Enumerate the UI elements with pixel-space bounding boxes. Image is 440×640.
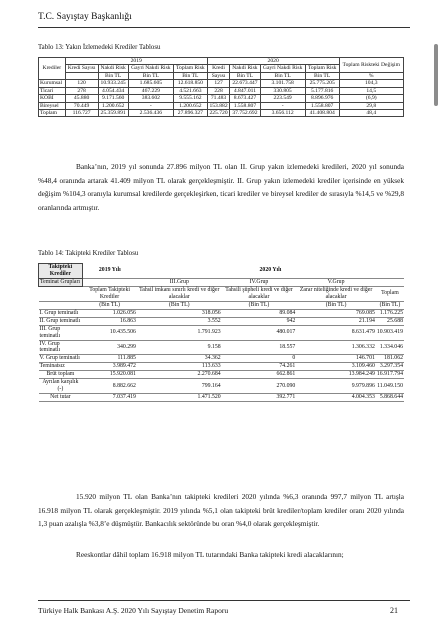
cell: 1.306.332 — [296, 340, 376, 355]
t14-unit: (Bin TL) — [296, 301, 376, 309]
paragraph-2-text: 15.920 milyon TL olan Banka’nın takipteki kredileri 2020 yılında %6,3 oranında 997,7 milyon TL artışla 16.918 milyon TL olarak gerçekleşmiştir. 2019 yılında %5,1 olan takipteki brüt krediler/toplam krediler oranı 2020 yılında 1,3 puan azalışla %3,8’e düşmüştür. Bankacılık sektöründe bu oran %4,0 olarak gerçekleşmiştir. — [38, 492, 404, 528]
t13-h-kredi-sayisi: Kredi Sayısı — [65, 65, 98, 72]
table-row — [39, 317, 405, 325]
row-label: III. Grup teminatlı — [39, 325, 83, 340]
cell: 3.989.472 — [82, 363, 137, 371]
paragraph-1-text: Banka’nın, 2019 yıl sonunda 27.896 milyon TL olan II. Grup yakın izlemedeki kredileri, 2020 yıl sonunda %48,4 oranında artarak 41.409 milyon TL olarak gerçekleşmiştir. II. Grup yakın izlemedeki krediler içerisinde en yüksek değişim %104,3 oranıyla kurumsal kredilerde gerçekleşirken, ticari krediler ve bireysel krediler de sırasıyla %14,5 ve %29,8 oranlarında artmıştır. — [38, 162, 404, 212]
t13-h-krediler: Krediler — [39, 58, 66, 80]
cell: 392.771 — [222, 394, 297, 402]
cell: 799.164 — [137, 379, 222, 394]
header-rule — [38, 27, 410, 28]
t13-unit: Sayısı — [207, 72, 230, 79]
cell: 10.903.419 — [376, 325, 404, 340]
t14-h-toplam-takipteki: Toplam Takipteki Krediler — [82, 286, 137, 301]
t14-h-toplam: Toplam — [376, 286, 404, 301]
cell: 270.090 — [222, 379, 297, 394]
t14-h-supheli: Tahsili şüpheli kredi ve diğer alacaklar — [222, 286, 297, 301]
t14-h-2020: 2020 Yılı — [137, 264, 404, 279]
t14-h-takipteki: Takipteki Krediler — [39, 264, 83, 279]
row-label: Kurumsal — [39, 80, 66, 87]
cell: 14,5 — [339, 87, 403, 94]
cell: 70.449 — [65, 102, 98, 109]
cell: 116.727 — [65, 109, 98, 116]
cell: 4.521.663 — [174, 87, 208, 94]
t13-unit: Bin TL — [305, 72, 339, 79]
t13-unit — [65, 72, 98, 79]
table13-caption: Tablo 13: Yakın İzlemedeki Krediler Tablosu — [38, 44, 161, 51]
cell: (6,9) — [339, 95, 403, 102]
row-label: Toplam — [39, 109, 66, 116]
cell: 8.631.479 — [296, 325, 376, 340]
page-header: T.C. Sayıştay Başkanlığı — [38, 12, 132, 22]
table14 — [38, 263, 404, 402]
t14-h-teminat: Teminat Grupları — [39, 278, 83, 286]
t13-unit: Bin TL — [230, 72, 260, 79]
footer-text: Türkiye Halk Bankası A.Ş. 2020 Yılı Sayıştay Denetim Raporu — [38, 606, 229, 615]
cell: 1.558.807 — [230, 102, 260, 109]
cell: 1.334.046 — [376, 340, 404, 355]
row-label: I. Grup teminatlı — [39, 309, 83, 317]
cell: 18.557 — [222, 340, 297, 355]
row-label: Bireysel — [39, 102, 66, 109]
t13-unit: Bin TL — [174, 72, 208, 79]
table-brut-row — [39, 371, 405, 379]
paragraph-2 — [38, 490, 404, 531]
cell: 3.297.354 — [376, 363, 404, 371]
cell: 4.054.434 — [98, 87, 128, 94]
cell: 1.200.652 — [98, 102, 128, 109]
cell: 146.701 — [296, 355, 376, 363]
cell: 7.037.419 — [82, 394, 137, 402]
cell: 21.194 — [296, 317, 376, 325]
page-number: 21 — [390, 606, 398, 615]
t14-empty — [39, 286, 83, 301]
cell: 278 — [65, 87, 98, 94]
t14-empty — [82, 278, 137, 286]
cell: 223.549 — [260, 95, 305, 102]
cell: 662.861 — [222, 371, 297, 379]
cell: 25.775.205 — [305, 80, 339, 87]
table-row — [39, 95, 404, 102]
cell: 3.109.460 — [296, 363, 376, 371]
cell: 4.847.011 — [230, 87, 260, 94]
cell: 13.984.249 — [296, 371, 376, 379]
cell: 34.362 — [137, 355, 222, 363]
cell: 10.435.506 — [82, 325, 137, 340]
t14-h-zarar: Zarar niteliğinde kredi ve diğer alacaklar — [296, 286, 376, 301]
table-row — [39, 80, 404, 87]
cell: 5.177.816 — [305, 87, 339, 94]
cell: 153.882 — [207, 102, 230, 109]
t13-h-2020: 2020 — [207, 58, 339, 65]
t13-unit: Bin TL — [128, 72, 173, 79]
t14-h-tahsil: Tahsil imkanı sınırlı kredi ve diğer alacaklar — [137, 286, 222, 301]
t14-unit: (Bin TL) — [376, 301, 404, 309]
cell: 74.261 — [222, 363, 297, 371]
cell: 1.471.520 — [137, 394, 222, 402]
row-label: Teminatsız — [39, 363, 83, 371]
cell: 29,8 — [339, 102, 403, 109]
t13-unit: Bin TL — [98, 72, 128, 79]
table-row — [39, 309, 405, 317]
table14-caption: Tablo 14: Takipteki Krediler Tablosu — [38, 250, 139, 257]
footer-rule — [38, 600, 410, 601]
cell: 48,4 — [339, 109, 403, 116]
scrollbar-thumb[interactable] — [434, 44, 438, 106]
t13-h-toplam-a: Toplam Risk — [174, 65, 208, 72]
cell: 25.688 — [376, 317, 404, 325]
t13-h-nakdi-a: Nakdi Risk — [98, 65, 128, 72]
table-row — [39, 355, 405, 363]
cell: 12.618.850 — [174, 80, 208, 87]
cell: 942 — [222, 317, 297, 325]
cell: 11.049.150 — [376, 379, 404, 394]
t13-unit: % — [339, 72, 403, 79]
cell: 9.171.560 — [98, 95, 128, 102]
cell: 127 — [207, 80, 230, 87]
table-row — [39, 325, 405, 340]
cell: 3.656.112 — [260, 109, 305, 116]
table-total-row — [39, 109, 404, 116]
cell: 3.552 — [137, 317, 222, 325]
table-net-row — [39, 394, 405, 402]
t13-h-toplam-b: Toplam Risk — [305, 65, 339, 72]
cell: 383.602 — [128, 95, 173, 102]
cell: 10.933.245 — [98, 80, 128, 87]
t14-empty — [376, 278, 404, 286]
cell: 41.408.804 — [305, 109, 339, 116]
t14-h-v: V.Grup — [296, 278, 376, 286]
t14-h-iii: III.Grup — [137, 278, 222, 286]
t13-h-gayrinakdi-a: Gayri Nakdi Risk — [128, 65, 173, 72]
table-ayrilan-row — [39, 379, 405, 394]
t14-unit: (Bin TL) — [82, 301, 137, 309]
row-label: KOBİ — [39, 95, 66, 102]
row-label: II. Grup teminatlı — [39, 317, 83, 325]
cell: 3.101.758 — [260, 80, 305, 87]
cell: 2.536.436 — [128, 109, 173, 116]
cell: - — [260, 102, 305, 109]
cell: 2.270.684 — [137, 371, 222, 379]
t14-unit: (Bin TL) — [137, 301, 222, 309]
cell: 5.868.644 — [376, 394, 404, 402]
cell: 1.026.056 — [82, 309, 137, 317]
row-label: V. Grup teminatlı — [39, 355, 83, 363]
cell: 45.880 — [65, 95, 98, 102]
cell: 1.791.923 — [137, 325, 222, 340]
cell: 1.685.605 — [128, 80, 173, 87]
cell: 27.896.327 — [174, 109, 208, 116]
cell: 16.917.794 — [376, 371, 403, 378]
cell: 318.056 — [137, 309, 222, 317]
cell: 16.863 — [82, 317, 137, 325]
cell: 480.017 — [222, 325, 297, 340]
t14-unit: (Bin TL) — [222, 301, 297, 309]
cell: 25.359.891 — [98, 109, 128, 116]
cell: 104,3 — [339, 80, 403, 87]
cell: 225.720 — [207, 109, 230, 116]
table-row — [39, 102, 404, 109]
t14-empty — [39, 301, 83, 309]
cell: 467.229 — [128, 87, 173, 94]
row-label: Ayrılan karşılık (-) — [39, 379, 83, 394]
row-label: Ticari — [39, 87, 66, 94]
t13-h-nakdi-b: Nakdi Risk — [230, 65, 260, 72]
cell: 22.673.447 — [230, 80, 260, 87]
row-label: Net tutar — [39, 394, 83, 402]
table-row — [39, 340, 405, 355]
cell: 8.673.427 — [230, 95, 260, 102]
cell: 120 — [65, 80, 98, 87]
cell: 1.558.807 — [305, 102, 339, 109]
cell: 8.882.662 — [82, 379, 137, 394]
cell: 181.062 — [376, 355, 404, 363]
table13 — [38, 57, 404, 117]
t14-h-2019: 2019 Yılı — [82, 264, 137, 279]
cell: 9.158 — [137, 340, 222, 355]
t13-h-2019: 2019 — [65, 58, 207, 65]
cell: 89.084 — [222, 309, 297, 317]
cell: 111.885 — [82, 355, 137, 363]
paragraph-3 — [38, 548, 404, 562]
cell: 9.979.896 — [296, 379, 376, 394]
cell: 0 — [222, 355, 297, 363]
t13-h-gayrinakdi-b: Gayri Nakdi Risk — [260, 65, 305, 72]
table-row — [39, 87, 404, 94]
cell: 71.483 — [207, 95, 230, 102]
cell: - — [128, 102, 173, 109]
t13-h-risk-degisim: Toplam Riskteki Değişim — [339, 58, 403, 73]
t14-h-iv: IV.Grup — [222, 278, 297, 286]
row-label: IV. Grup teminatlı — [39, 340, 83, 355]
cell: 1.200.652 — [174, 102, 208, 109]
cell: 8.896.976 — [305, 95, 339, 102]
cell: 37.752.692 — [230, 109, 260, 116]
cell: 9.555.162 — [174, 95, 208, 102]
cell: 228 — [207, 87, 230, 94]
cell: 340.299 — [82, 340, 137, 355]
cell: 769.085 — [296, 309, 376, 317]
cell: 330.805 — [260, 87, 305, 94]
paragraph-1 — [38, 160, 404, 214]
cell: 113.633 — [137, 363, 222, 371]
cell: 4.004.353 — [296, 394, 376, 402]
row-label: Brüt toplam — [39, 371, 83, 379]
table-row — [39, 363, 405, 371]
paragraph-3-text: Reeskontlar dâhil toplam 16.918 milyon TL tutarındaki Banka takipteki kredi alacaklarının; — [76, 550, 344, 559]
cell: 1.176.225 — [376, 309, 404, 317]
t13-unit: Bin TL — [260, 72, 305, 79]
t13-h-kredi: Kredi — [207, 65, 230, 72]
cell: 15.920.081 — [82, 371, 137, 379]
